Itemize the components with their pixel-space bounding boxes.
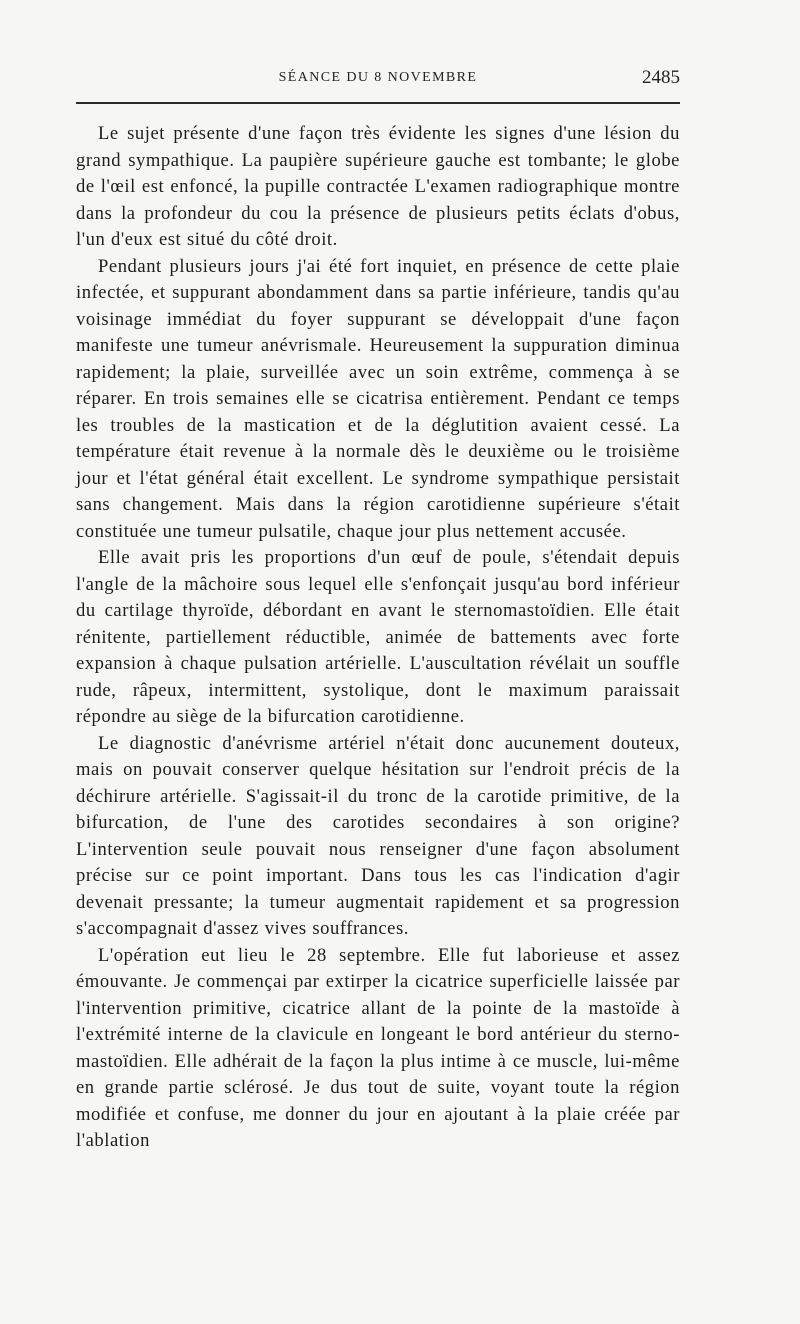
paragraph: Elle avait pris les proportions d'un œuf de poule, s'étendait depuis l'angle de la mâchoire sous lequel elle s'enfonçait jusqu'au bord inférieur du cartilage thyroïde, débordant en avant le sternomastoïdien. Elle était rénitente, partiellement réductible, animée de battements avec forte expansion à chaque pulsation artérielle. L'auscultation révélait un souffle rude, râpeux, intermittent, systolique, dont le maximum paraissait répondre au siège de la bifurcation carotidienne. <box>76 547 680 727</box>
page-header <box>76 67 680 94</box>
paragraph: L'opération eut lieu le 28 septembre. Elle fut laborieuse et assez émouvante. Je commençai par extirper la cicatrice superficielle laissée par l'intervention primitive, cicatrice allant de la pointe de la mastoïde à l'extrémité interne de la clavicule en longeant le bord antérieur du sterno-mastoïdien. Elle adhérait de la façon la plus intime à ce muscle, lui-même en grande partie sclérosé. Je dus tout de suite, voyant toute la région modifiée et confuse, me donner du jour en ajoutant à la plaie créée par l'ablation <box>76 944 680 1151</box>
running-title: SÉANCE DU 8 NOVEMBRE <box>278 70 478 85</box>
header-rule <box>76 102 680 104</box>
paragraph: Le sujet présente d'une façon très évidente les signes d'une lésion du grand sympathique. La paupière supérieure gauche est tombante; le globe de l'œil est enfoncé, la pupille contractée L'examen radiographique montre dans la profondeur du cou la présence de plusieurs petits éclats d'obus, l'un d'eux est situé du côté droit. <box>76 123 680 250</box>
body-text <box>76 121 680 1155</box>
paragraph: Pendant plusieurs jours j'ai été fort inquiet, en présence de cette plaie infectée, et suppurant abondamment dans sa partie inférieure, tandis qu'au voisinage immédiat du foyer suppurant se développait d'une façon manifeste une tumeur anévrismale. Heureusement la suppuration diminua rapidement; la plaie, surveillée avec un soin extrême, commença à se réparer. En trois semaines elle se cicatrisa entièrement. Pendant ce temps les troubles de la mastication et de la déglutition avaient cessé. La température était revenue à la normale dès le deuxième ou le troisième jour et l'état général était excellent. Le syndrome sympathique persistait sans changement. Mais dans la région carotidienne supérieure s'était constituée une tumeur pulsatile, chaque jour plus nettement accusée. <box>76 255 680 542</box>
page-number: 2485 <box>642 67 680 88</box>
paragraph: Le diagnostic d'anévrisme artériel n'était donc aucunement douteux, mais on pouvait conserver quelque hésitation sur l'endroit précis de la déchirure artérielle. S'agissait-il du tronc de la carotide primitive, de la bifurcation, de l'une des carotides secondaires à son origine? L'intervention seule pouvait nous renseigner d'une façon absolument précise sur ce point important. Dans tous les cas l'indication d'agir devenait pressante; la tumeur augmentait rapidement et sa progression s'accompagnait d'assez vives souffrances. <box>76 732 680 939</box>
